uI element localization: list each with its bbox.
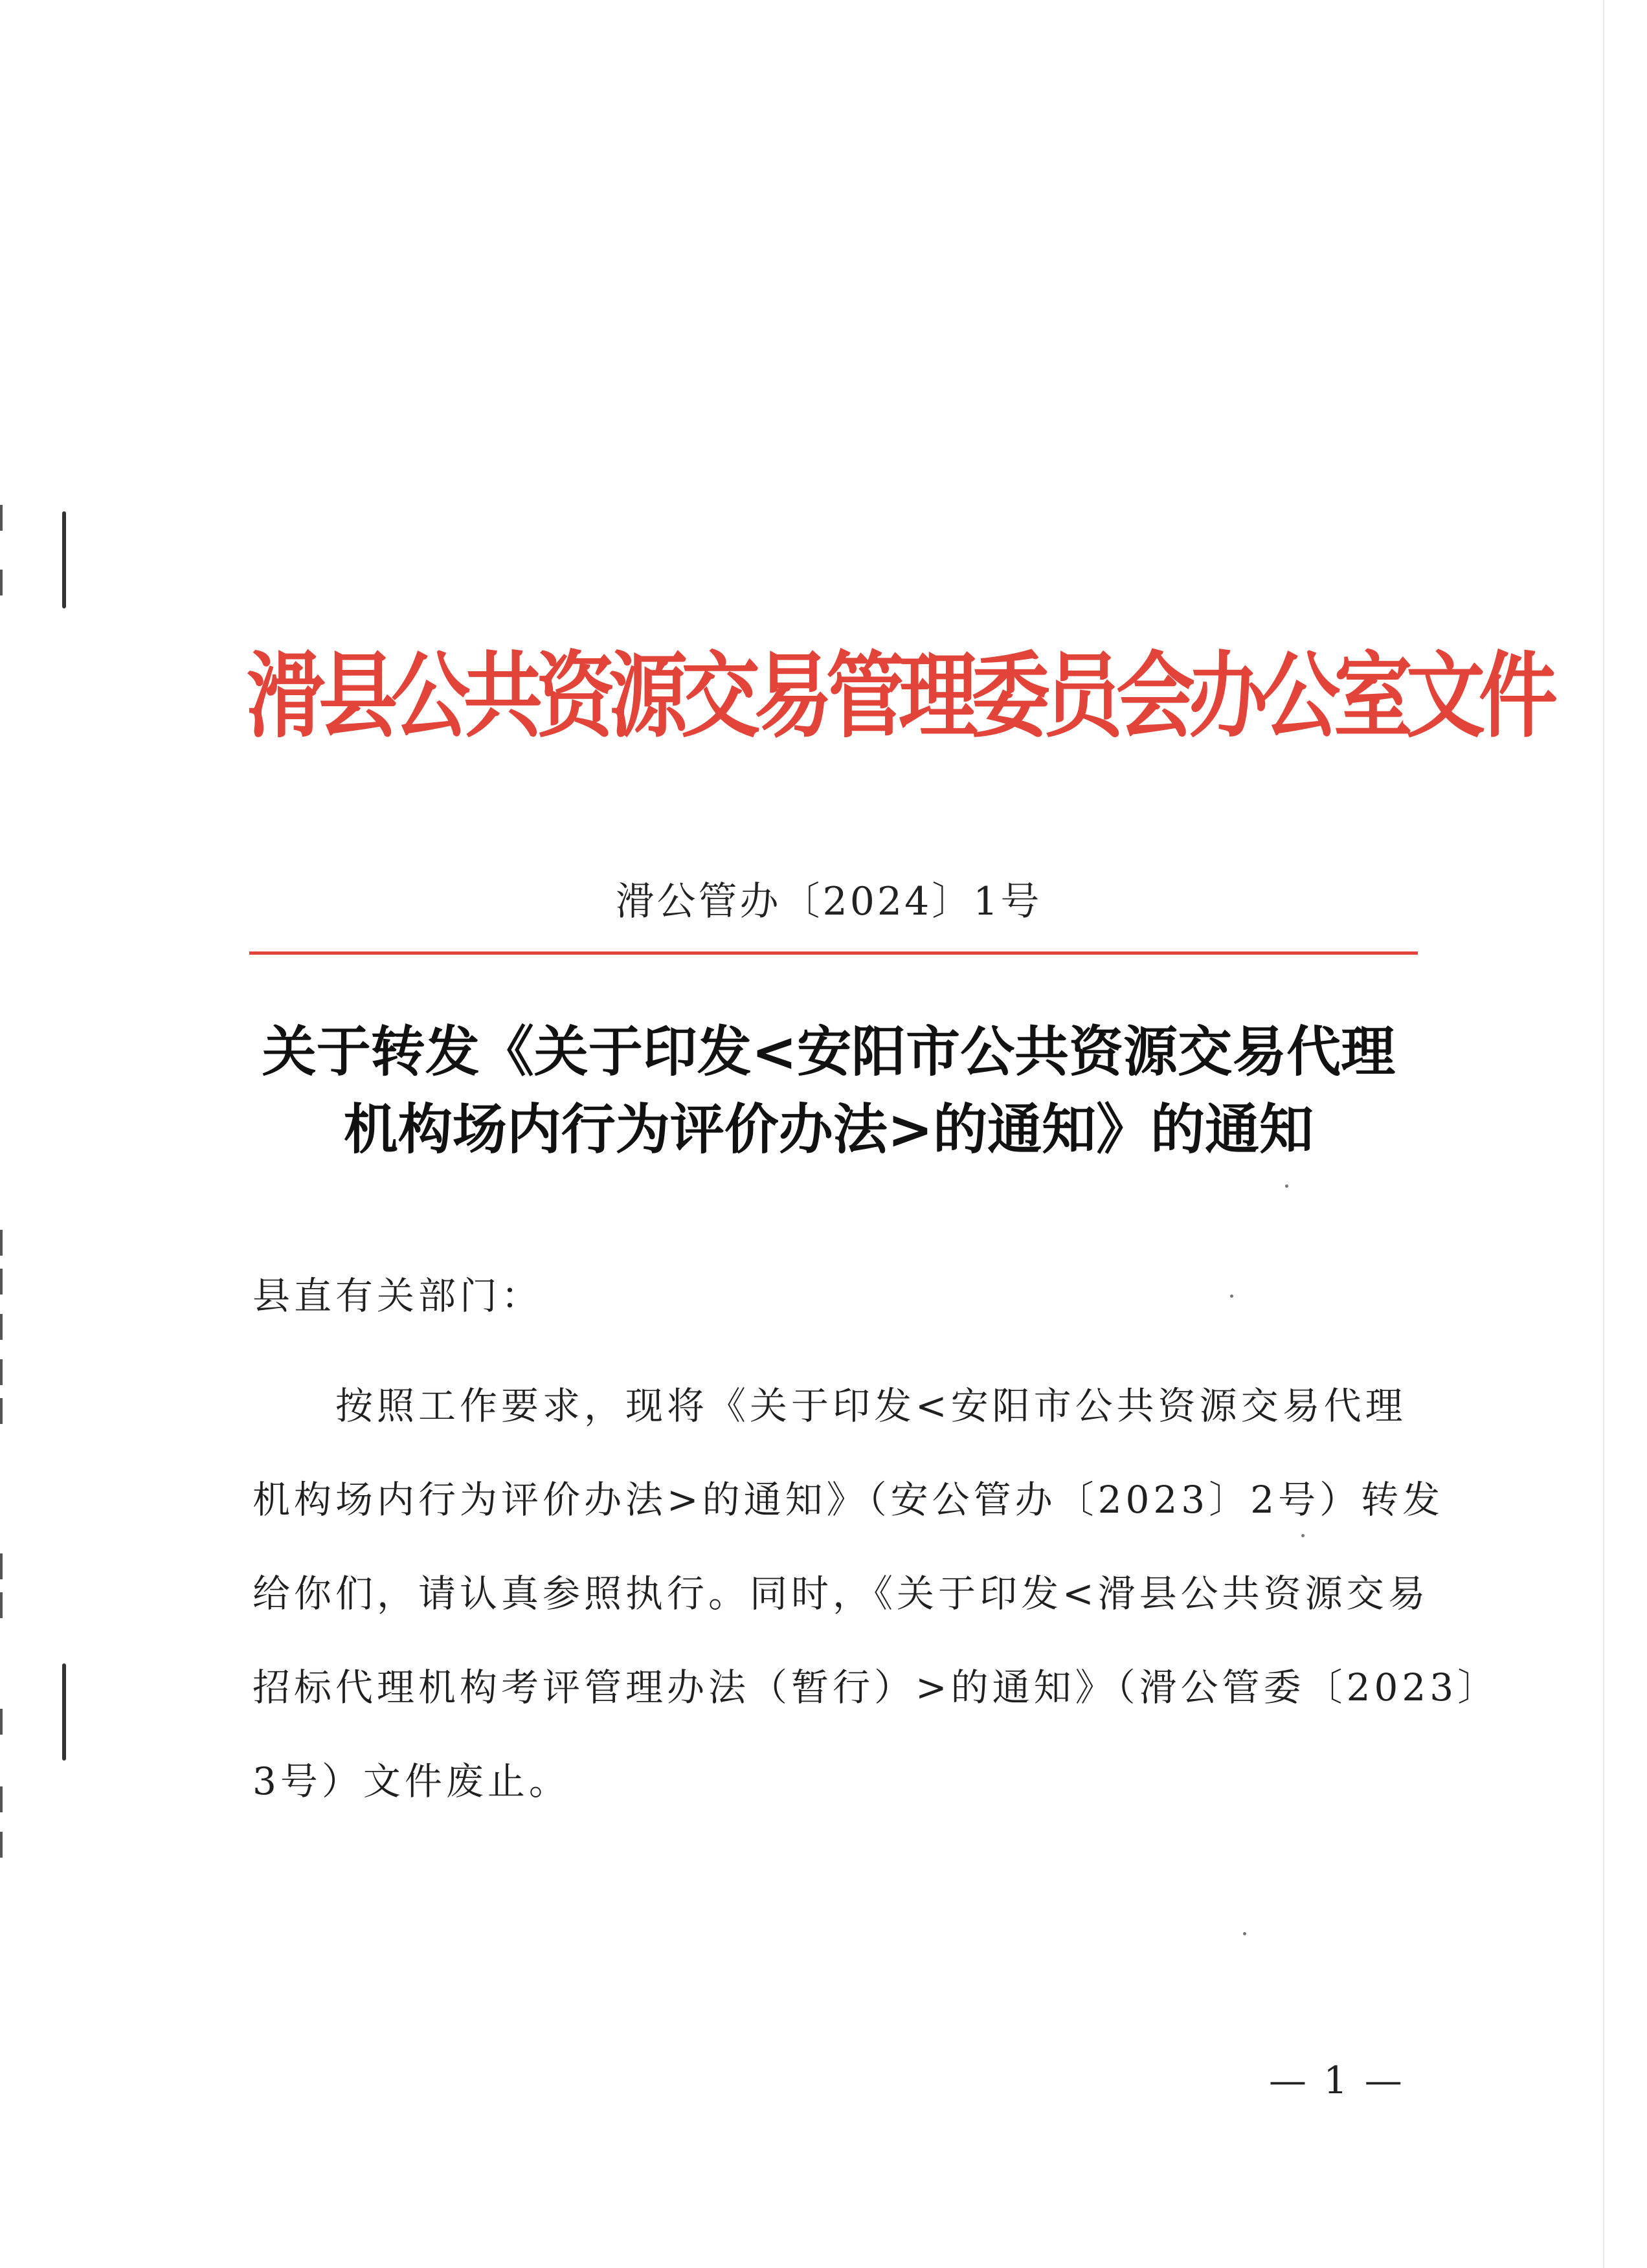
document-title bbox=[233, 1013, 1424, 1168]
body-paragraph bbox=[252, 1359, 1499, 1829]
edge-tick bbox=[0, 1359, 3, 1385]
edge-tick bbox=[0, 1786, 3, 1812]
body-line-3: 给你们，请认真参照执行。同时，《关于印发<滑县公共资源交易 bbox=[252, 1572, 1429, 1616]
edge-tick bbox=[0, 1269, 3, 1295]
scan-speck bbox=[1243, 1932, 1246, 1935]
body-line-1: 按照工作要求，现将《关于印发<安阳市公共资源交易代理 bbox=[335, 1384, 1407, 1428]
edge-tick bbox=[0, 1709, 3, 1735]
title-line-1: 关于转发《关于印发<安阳市公共资源交易代理 bbox=[262, 1020, 1396, 1084]
salutation: 县直有关部门： bbox=[252, 1274, 543, 1318]
document-number: 滑公管办〔2024〕1号 bbox=[615, 879, 1042, 924]
body-line-4: 招标代理机构考评管理办法（暂行）>的通知》（滑公管委〔2023〕 bbox=[252, 1665, 1499, 1709]
issuer-header: 滑县公共资源交易管理委员会办公室文件 bbox=[246, 641, 1551, 751]
edge-tick bbox=[0, 1553, 3, 1579]
edge-tick bbox=[0, 1592, 3, 1618]
edge-tick bbox=[0, 1314, 3, 1340]
body-line-2: 机构场内行为评价办法>的通知》（安公管办〔2023〕2号）转发 bbox=[252, 1478, 1444, 1522]
binding-mark-bottom bbox=[62, 1663, 66, 1761]
scan-speck bbox=[1230, 1295, 1233, 1298]
edge-tick bbox=[0, 505, 3, 531]
edge-tick bbox=[0, 1230, 3, 1256]
binding-mark-top bbox=[62, 511, 66, 608]
scan-edge bbox=[1603, 0, 1604, 2268]
title-line-2: 机构场内行为评价办法>的通知》的通知 bbox=[343, 1098, 1314, 1161]
body-line-5: 3号）文件废止。 bbox=[252, 1759, 570, 1803]
edge-tick bbox=[0, 1398, 3, 1424]
page-number: — 1 — bbox=[1269, 2058, 1405, 2102]
edge-tick bbox=[0, 570, 3, 595]
header-divider bbox=[249, 951, 1418, 955]
scan-speck bbox=[1285, 1184, 1288, 1188]
edge-tick bbox=[0, 1832, 3, 1858]
